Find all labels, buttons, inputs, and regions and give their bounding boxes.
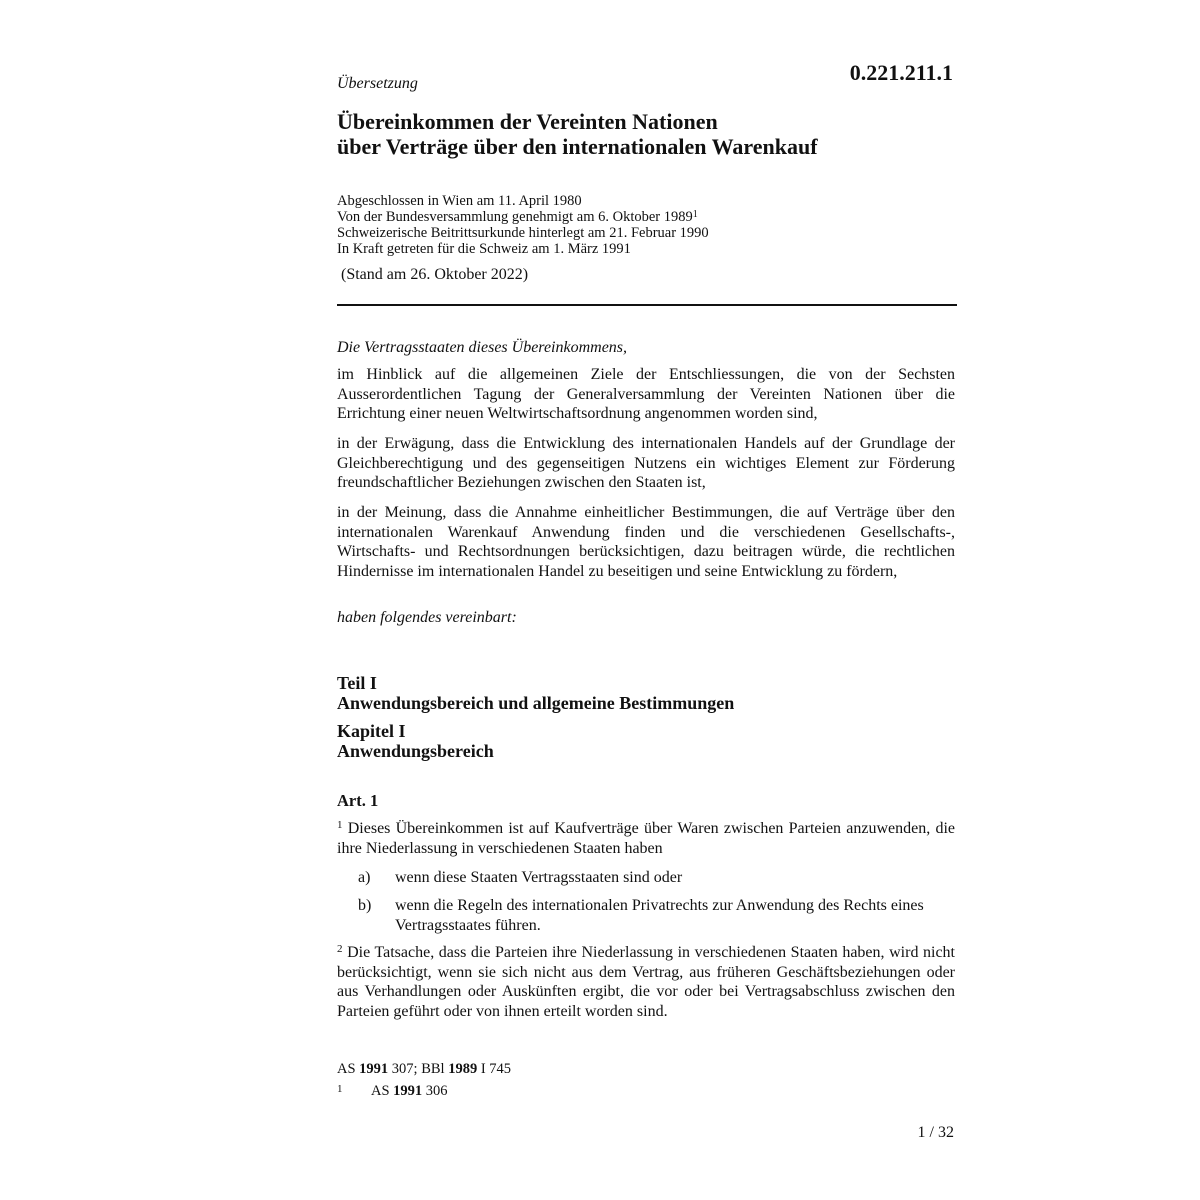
chapter-label: Kapitel I bbox=[337, 721, 406, 741]
preamble-paragraph-1: im Hinblick auf die allgemeinen Ziele der Entschliessungen, die von der Sechsten Ausserordentlichen Tagung der Generalversammlung der Vereinten Nationen über die Errichtung einer neuen Weltwirtschaftsordnung angenommen worden sind, bbox=[337, 366, 955, 422]
status-date: (Stand am 26. Oktober 2022) bbox=[341, 266, 529, 283]
fn1-prefix: AS bbox=[371, 1083, 390, 1099]
meta-approved bbox=[337, 209, 709, 225]
list-item-label: b) bbox=[358, 897, 372, 914]
page-number: 1 / 32 bbox=[917, 1124, 954, 1141]
paragraph-number: 2 bbox=[337, 943, 343, 955]
title-line-2: über Verträge über den internationalen Warenkauf bbox=[337, 134, 818, 159]
paragraph-number: 1 bbox=[337, 819, 343, 831]
article-paragraph-2 bbox=[337, 943, 955, 1021]
translation-label: Übersetzung bbox=[337, 75, 418, 92]
source-reference bbox=[337, 1059, 511, 1079]
title-line-1: Übereinkommen der Vereinten Nationen bbox=[337, 109, 718, 134]
list-item bbox=[337, 868, 955, 888]
footnote-mark: 1 bbox=[337, 1083, 343, 1095]
as-year: 1991 bbox=[359, 1061, 389, 1077]
preamble-paragraph-2: in der Erwägung, dass die Entwicklung des internationalen Handels auf der Grundlage der Gleichberechtigung und des gegenseitigen Nutzens ein wichtiges Element zur Förderung freundschaftlicher Beziehungen zwischen den Staaten ist, bbox=[337, 435, 955, 491]
footnote-ref-1[interactable]: 1 bbox=[692, 209, 698, 220]
article-paragraph-2-text: Die Tatsache, dass die Parteien ihre Niederlassung in verschiedenen Staaten haben, wird nicht berücksichtigt, wenn sie sich nicht aus dem Vertrag, aus früheren Geschäftsbeziehungen oder aus Verhandlungen oder Auskünften ergibt, die vor oder bei Vertragsabschluss zwischen den Parteien geführt oder von ihnen erteilt worden sind. bbox=[337, 944, 956, 1020]
list-item-text: wenn diese Staaten Vertragsstaaten sind oder bbox=[395, 869, 683, 886]
footnotes bbox=[337, 1059, 511, 1101]
sr-number: 0.221.211.1 bbox=[849, 60, 953, 85]
chapter-heading bbox=[337, 721, 494, 761]
preamble-closing: haben folgendes vereinbart: bbox=[337, 609, 517, 626]
list-item bbox=[337, 896, 955, 935]
part-heading bbox=[337, 673, 734, 713]
preamble-intro: Die Vertragsstaaten dieses Übereinkommens, bbox=[337, 339, 628, 356]
as-prefix: AS bbox=[337, 1061, 356, 1077]
article-paragraph-1 bbox=[337, 819, 955, 858]
meta-deposited: Schweizerische Beitrittsurkunde hinterlegt am 21. Februar 1990 bbox=[337, 225, 709, 241]
part-label: Teil I bbox=[337, 673, 377, 693]
fn1-page: 306 bbox=[425, 1083, 448, 1099]
preamble-paragraph-3: in der Meinung, dass die Annahme einheitlicher Bestimmungen, die auf Verträge über den internationalen Warenkauf Anwendung finden und die verschiedenen Gesellschafts-, Wirtschafts- und Rechtsordnungen berücksichtigen, dazu beitragen würde, die rechtlichen Hindernisse im internationalen Handel zu beseitigen und seine Entwicklung zu fördern, bbox=[337, 504, 955, 580]
article-paragraph-1-text: Dieses Übereinkommen ist auf Kaufverträge über Waren zwischen Parteien anzuwenden, die ihre Niederlassung in verschiedenen Staaten haben bbox=[337, 820, 956, 857]
bbl-year: 1989 bbox=[448, 1061, 478, 1077]
meta-concluded: Abgeschlossen in Wien am 11. April 1980 bbox=[337, 193, 582, 209]
bbl-ref: I 745 bbox=[480, 1061, 512, 1077]
as-page: 307; BBl bbox=[391, 1061, 445, 1077]
header-divider bbox=[337, 304, 957, 306]
chapter-title: Anwendungsbereich bbox=[337, 741, 494, 761]
footnote-1 bbox=[337, 1079, 511, 1101]
meta-in-force: In Kraft getreten für die Schweiz am 1. März 1991 bbox=[337, 241, 631, 257]
treaty-metadata bbox=[337, 193, 709, 257]
part-title: Anwendungsbereich und allgemeine Bestimmungen bbox=[337, 693, 735, 713]
meta-approved-text: Von der Bundesversammlung genehmigt am 6. Oktober 1989 bbox=[337, 209, 693, 225]
fn1-year: 1991 bbox=[393, 1083, 423, 1099]
list-item-text: wenn die Regeln des internationalen Privatrechts zur Anwendung des Rechts eines Vertragsstaates führen. bbox=[395, 897, 924, 934]
document-title bbox=[337, 109, 818, 159]
article-heading: Art. 1 bbox=[337, 791, 379, 810]
list-item-label: a) bbox=[358, 869, 371, 886]
